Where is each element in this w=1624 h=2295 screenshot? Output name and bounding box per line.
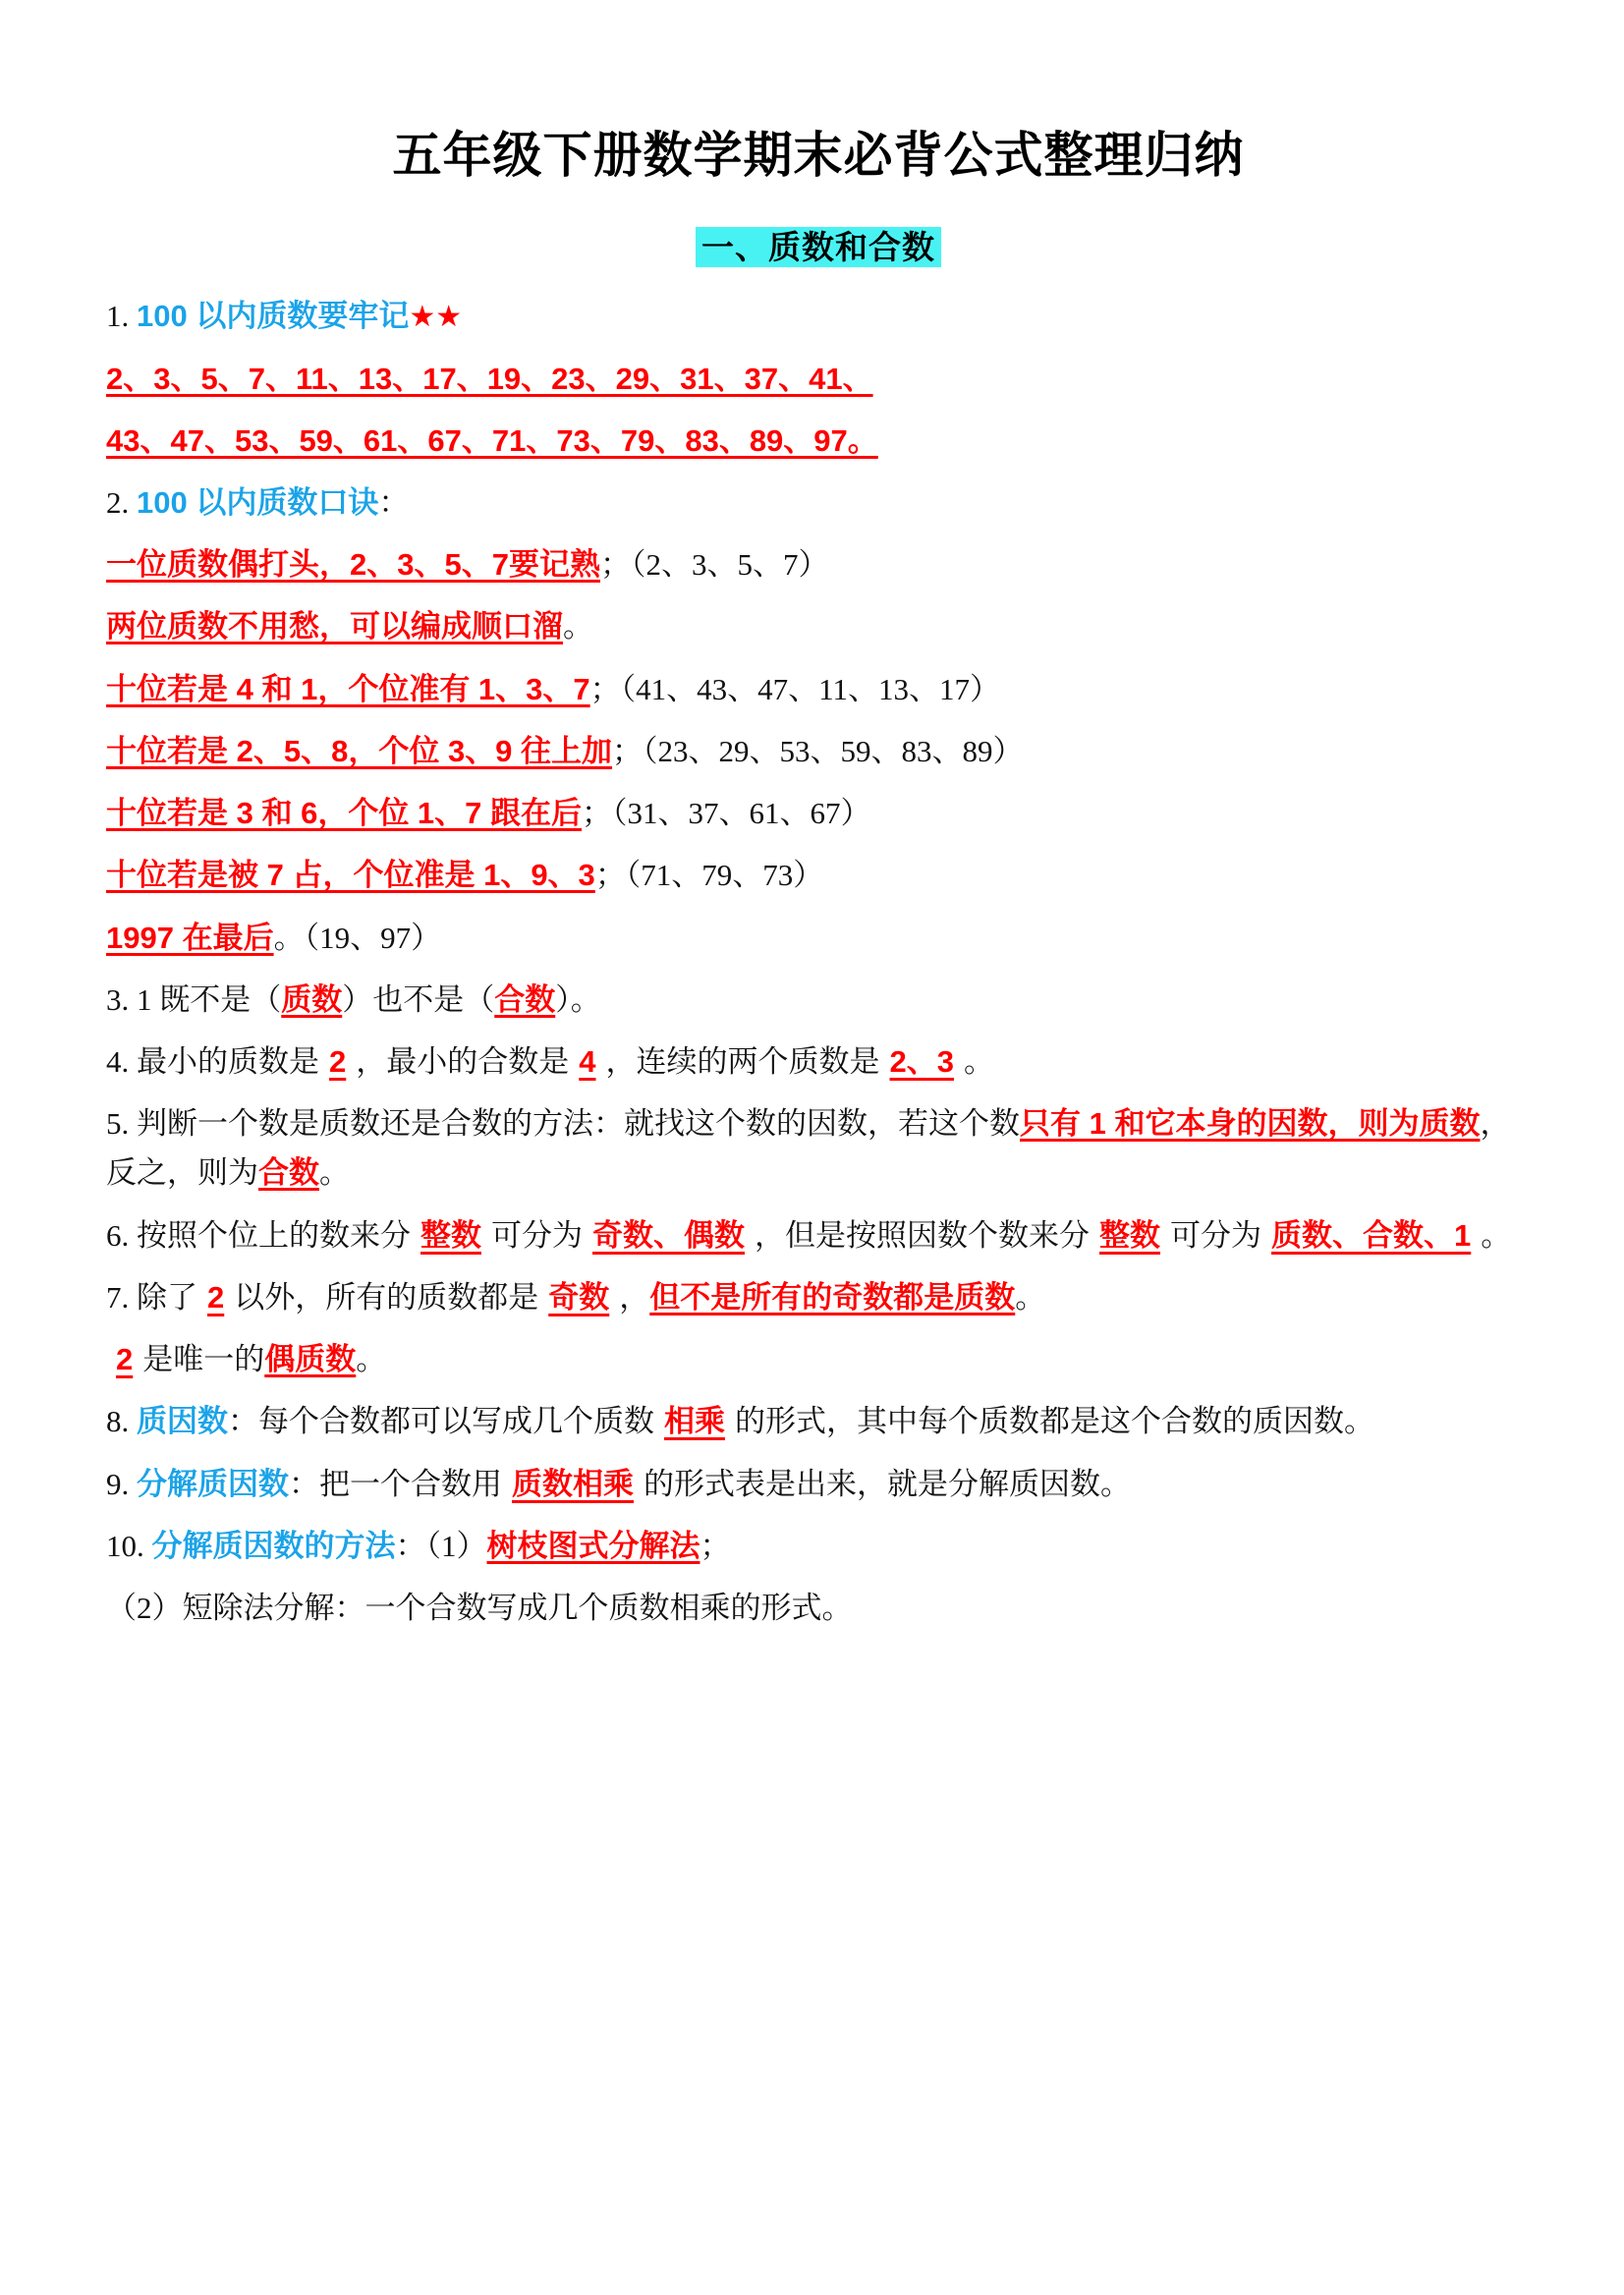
item-6-answer-2: 奇数、偶数 <box>592 1217 745 1253</box>
primes-row-2: 43、47、53、59、61、67、71、73、79、83、89、97。 <box>106 422 878 458</box>
item-7-answer-2: 奇数 <box>548 1279 610 1315</box>
item-1-label: 100 以内质数要牢记 <box>137 299 410 333</box>
item-4-part-b: ，最小的合数是 <box>356 1044 570 1079</box>
item-9-part-b: 的形式表是出来，就是分解质因数。 <box>644 1466 1131 1501</box>
item-5-part-b: ，反之，则为 <box>106 1106 1511 1191</box>
item-4-part-a: 4. 最小的质数是 <box>106 1044 319 1079</box>
item-7-part-c: ， <box>619 1279 650 1315</box>
item-7-continued <box>106 1335 1531 1384</box>
rhyme-1-text: 一位质数偶打头，2、3、5、7要记熟 <box>106 547 600 583</box>
item-7-answer-4: 2 <box>116 1342 134 1377</box>
rhyme-line-2 <box>106 602 1531 651</box>
section-heading-text: 一、质数和合数 <box>696 227 941 267</box>
rhyme-3-note: ；（41、43、47、11、13、17） <box>589 671 1001 706</box>
rhyme-line-3 <box>106 665 1531 714</box>
item-9-number: 9. <box>106 1466 130 1501</box>
item-4-answer-2: 4 <box>579 1044 596 1079</box>
item-2-number: 2. <box>106 485 130 521</box>
item-10-sub-2-text: （2）短除法分解：一个合数写成几个质数相乘的形式。 <box>106 1590 853 1625</box>
item-10 <box>106 1522 1531 1571</box>
item-4-part-c: ，连续的两个质数是 <box>605 1044 880 1079</box>
item-2-label: 100 以内质数口诀 <box>137 485 379 521</box>
item-3-answer-2: 合数 <box>494 981 556 1017</box>
item-7-part-e: 是唯一的 <box>142 1342 265 1377</box>
section-heading <box>106 222 1531 268</box>
primes-line-2 <box>106 417 1531 466</box>
rhyme-line-5 <box>106 789 1531 838</box>
rhyme-line-4 <box>106 727 1531 776</box>
item-3-pre: 3. 1 既不是（ <box>106 981 282 1017</box>
item-6-part-a: 6. 按照个位上的数来分 <box>106 1217 411 1253</box>
item-10-part-b: ； <box>700 1528 731 1563</box>
item-4-answer-1: 2 <box>329 1044 347 1079</box>
rhyme-2-note: 。 <box>563 609 593 644</box>
item-6 <box>106 1211 1531 1260</box>
item-8-part-a: ：每个合数都可以写成几个质数 <box>228 1404 654 1439</box>
item-8-part-b: 的形式，其中每个质数都是这个合数的质因数。 <box>735 1404 1374 1439</box>
item-6-answer-1: 整数 <box>420 1217 481 1253</box>
item-9-label: 分解质因数 <box>137 1466 289 1501</box>
rhyme-2-text: 两位质数不用愁，可以编成顺口溜 <box>106 609 563 644</box>
item-4-end: 。 <box>963 1044 994 1079</box>
item-3-answer-1: 质数 <box>281 981 343 1017</box>
primes-line-1 <box>106 355 1531 404</box>
item-1-stars: ★★ <box>409 301 463 333</box>
rhyme-7-text: 1997 在最后 <box>106 920 274 955</box>
item-6-part-d: 可分为 <box>1170 1217 1261 1253</box>
rhyme-line-1 <box>106 540 1531 589</box>
item-6-answer-3: 整数 <box>1099 1217 1160 1253</box>
item-3-mid: ）也不是（ <box>342 981 495 1017</box>
item-3-end: ）。 <box>555 981 601 1017</box>
item-7-answer-3: 但不是所有的奇数都是质数 <box>649 1279 1016 1315</box>
rhyme-6-text: 十位若是被 7 占，个位准是 1、9、3 <box>106 858 595 893</box>
rhyme-3-text: 十位若是 4 和 1，个位准有 1、3、7 <box>106 671 590 706</box>
item-2-colon: ： <box>378 485 410 521</box>
item-9-answer: 质数相乘 <box>512 1466 634 1501</box>
item-2 <box>106 478 1531 528</box>
item-10-part-a: ：（1） <box>395 1528 487 1563</box>
item-6-part-b: 可分为 <box>491 1217 583 1253</box>
item-8-answer: 相乘 <box>664 1404 725 1439</box>
rhyme-line-7 <box>106 914 1531 963</box>
item-5-part-a: 5. 判断一个数是质数还是合数的方法：就找这个数的因数，若这个数 <box>106 1106 1020 1142</box>
item-5-answer-1: 只有 1 和它本身的因数，则为质数 <box>1020 1106 1481 1142</box>
rhyme-line-6 <box>106 851 1531 900</box>
item-5 <box>106 1099 1531 1198</box>
rhyme-4-note: ；（23、29、53、59、83、89） <box>612 733 1024 768</box>
item-9-part-a: ：把一个合数用 <box>289 1466 502 1501</box>
item-8-label: 质因数 <box>137 1404 228 1439</box>
item-7-part-b: 以外，所有的质数都是 <box>234 1279 539 1315</box>
item-6-part-c: ，但是按照因数个数来分 <box>755 1217 1090 1253</box>
item-6-answer-4: 质数、合数、1 <box>1271 1217 1472 1253</box>
rhyme-5-text: 十位若是 3 和 6，个位 1、7 跟在后 <box>106 796 583 831</box>
item-4 <box>106 1037 1531 1087</box>
item-5-end: 。 <box>319 1155 350 1191</box>
item-7-end: 。 <box>356 1342 387 1377</box>
rhyme-5-note: ；（31、37、61、67） <box>582 796 871 831</box>
rhyme-7-note: 。（19、97） <box>273 920 442 955</box>
item-4-answer-3: 2、3 <box>889 1044 954 1079</box>
item-10-label: 分解质因数的方法 <box>151 1528 396 1563</box>
item-6-end: 。 <box>1481 1217 1512 1253</box>
item-10-number: 10. <box>106 1528 144 1563</box>
item-7-answer-1: 2 <box>207 1279 225 1315</box>
item-7-part-a: 7. 除了 <box>106 1279 197 1315</box>
item-8 <box>106 1397 1531 1446</box>
item-1-number: 1. <box>106 299 130 333</box>
item-1 <box>106 292 1531 342</box>
item-10-answer: 树枝图式分解法 <box>486 1528 700 1563</box>
primes-row-1: 2、3、5、7、11、13、17、19、23、29、31、37、41、 <box>106 361 873 396</box>
rhyme-4-text: 十位若是 2、5、8，个位 3、9 往上加 <box>106 733 613 768</box>
item-7 <box>106 1273 1531 1322</box>
item-7-answer-5: 偶质数 <box>264 1342 357 1377</box>
item-8-number: 8. <box>106 1404 130 1439</box>
item-7-part-d: 。 <box>1015 1279 1046 1315</box>
item-5-answer-2: 合数 <box>258 1155 319 1191</box>
item-10-sub-2 <box>106 1584 1531 1633</box>
page-title: 五年级下册数学期末必背公式整理归纳 <box>392 128 1245 183</box>
rhyme-1-note: ；（2、3、5、7） <box>599 547 829 583</box>
rhyme-6-note: ；（71、79、73） <box>594 858 824 893</box>
item-3 <box>106 976 1531 1025</box>
item-9 <box>106 1460 1531 1509</box>
